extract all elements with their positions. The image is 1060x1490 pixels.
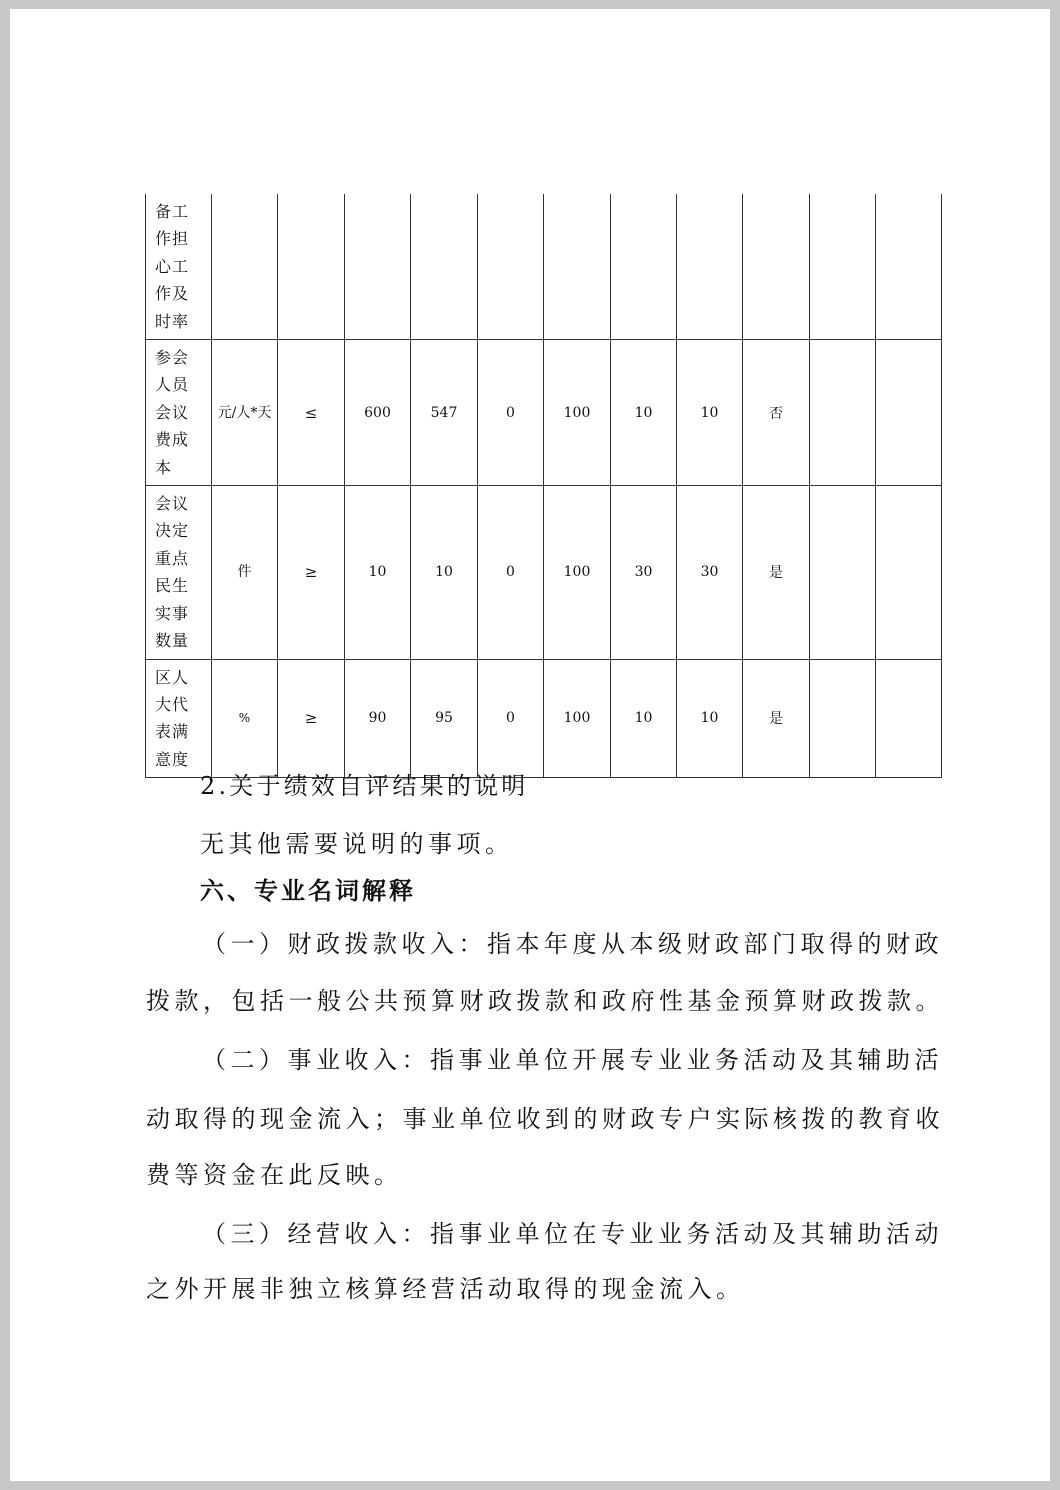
actual-cell: 95 <box>411 659 478 778</box>
performance-table <box>145 194 942 778</box>
table-cell: 10 <box>677 340 743 486</box>
paragraph-text: 无其他需要说明的事项。 <box>200 830 514 858</box>
table-cell <box>810 486 876 659</box>
unit-cell: 元/人*天 <box>212 340 278 486</box>
table-cell: 10 <box>611 340 677 486</box>
table-cell: 30 <box>611 486 677 659</box>
indicator-cell: 备工作担心工作及时率 <box>146 194 212 340</box>
table-cell <box>876 486 942 659</box>
definition-paragraph: 动取得的现金流入；事业单位收到的财政专户实际核拨的教育收 <box>146 1105 944 1133</box>
definition-paragraph: （二）事业收入：指事业单位开展专业业务活动及其辅助活 <box>202 1046 943 1074</box>
table-cell <box>611 194 677 340</box>
table-cell: 100 <box>544 659 611 778</box>
unit-cell: 件 <box>212 486 278 659</box>
table-cell <box>743 194 810 340</box>
table-cell: 100 <box>544 340 611 486</box>
table-row <box>146 194 942 340</box>
table-cell: 10 <box>611 659 677 778</box>
target-cell: 90 <box>345 659 411 778</box>
table-cell: 30 <box>677 486 743 659</box>
document-page <box>10 9 1050 1481</box>
table-cell <box>478 194 544 340</box>
symbol-cell: ≤ <box>278 340 345 486</box>
indicator-cell: 参会人员会议费成本 <box>146 340 212 486</box>
indicator-cell: 区人大代表满意度 <box>146 659 212 778</box>
table-cell: 100 <box>544 486 611 659</box>
table-cell <box>677 194 743 340</box>
table-cell <box>876 659 942 778</box>
table-cell <box>810 659 876 778</box>
symbol-cell <box>278 194 345 340</box>
table-row <box>146 659 942 778</box>
actual-cell <box>411 194 478 340</box>
symbol-cell: ≥ <box>278 659 345 778</box>
table-cell <box>876 340 942 486</box>
unit-cell <box>212 194 278 340</box>
table-cell: 0 <box>478 486 544 659</box>
table-cell: 是 <box>743 659 810 778</box>
definition-paragraph: （三）经营收入：指事业单位在专业业务活动及其辅助活动 <box>202 1220 943 1248</box>
table-row <box>146 340 942 486</box>
target-cell <box>345 194 411 340</box>
table-cell: 是 <box>743 486 810 659</box>
target-cell: 10 <box>345 486 411 659</box>
definition-paragraph: 拨款，包括一般公共预算财政拨款和政府性基金预算财政拨款。 <box>146 987 944 1015</box>
table-cell <box>876 194 942 340</box>
table-row <box>146 486 942 659</box>
definition-paragraph: 费等资金在此反映。 <box>146 1161 403 1189</box>
actual-cell: 547 <box>411 340 478 486</box>
table-cell <box>544 194 611 340</box>
indicator-cell: 会议决定重点民生实事数量 <box>146 486 212 659</box>
table-cell <box>810 340 876 486</box>
unit-cell: % <box>212 659 278 778</box>
table-cell: 10 <box>677 659 743 778</box>
definition-paragraph: 之外开展非独立核算经营活动取得的现金流入。 <box>146 1275 745 1303</box>
table-cell: 0 <box>478 340 544 486</box>
definition-paragraph: （一）财政拨款收入：指本年度从本级财政部门取得的财政 <box>202 930 943 958</box>
table-cell: 0 <box>478 659 544 778</box>
table-cell <box>810 194 876 340</box>
target-cell: 600 <box>345 340 411 486</box>
section-paragraph: 2.关于绩效自评结果的说明 <box>200 772 529 800</box>
table-cell: 否 <box>743 340 810 486</box>
section-heading: 六、专业名词解释 <box>200 876 416 905</box>
actual-cell: 10 <box>411 486 478 659</box>
symbol-cell: ≥ <box>278 486 345 659</box>
